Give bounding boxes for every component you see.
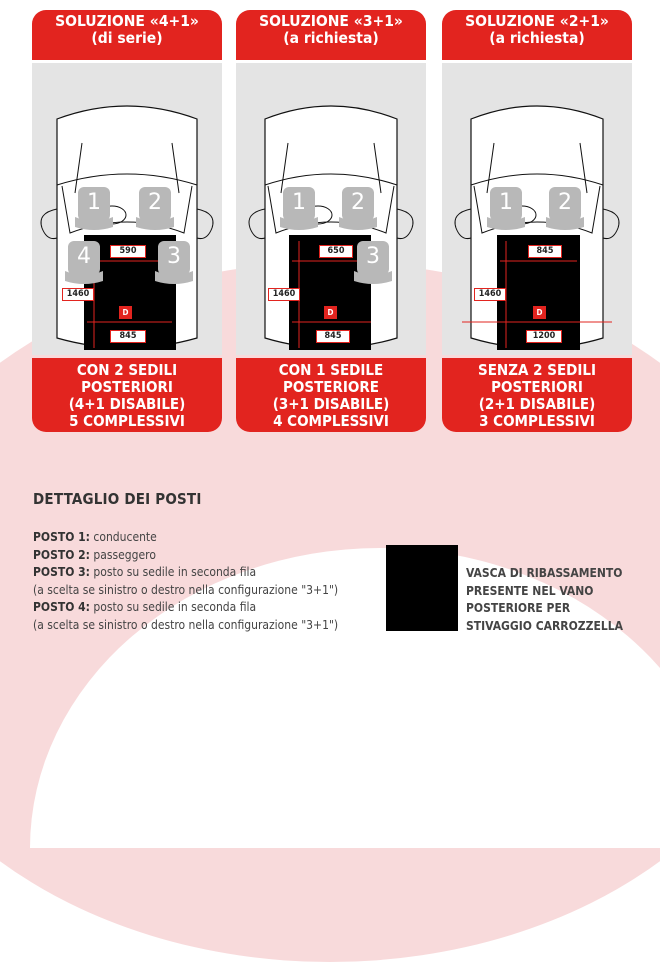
detail-key: POSTO 4:: [33, 600, 90, 614]
card-header: [236, 10, 426, 60]
disabled-badge: D: [119, 306, 132, 319]
detail-value: passeggero: [90, 547, 156, 562]
dimension-bottom-width: 1200: [526, 330, 562, 343]
footer-line: (2+1 DISABILE): [478, 395, 596, 413]
dimension-length: 1460: [62, 288, 94, 301]
detail-key: POSTO 2:: [33, 547, 90, 562]
dimension-bottom-width: 845: [316, 330, 350, 343]
footer-line: POSTERIORE: [283, 378, 379, 396]
card-title: SOLUZIONE «4+1»: [55, 12, 199, 30]
dimension-top-width: 845: [528, 245, 562, 258]
seat-3: 3: [354, 241, 392, 285]
footer-line: SENZA 2 SEDILI: [477, 361, 597, 379]
solution-card-3plus1: [236, 10, 426, 432]
detail-value: posto su sedile in seconda fila: [90, 565, 257, 579]
dimension-length: 1460: [474, 288, 506, 301]
seat-1: 1: [75, 187, 113, 231]
vehicle-layout: [236, 63, 426, 355]
dimension-top-width: 590: [110, 245, 146, 258]
legend-line: PRESENTE NEL VANO: [466, 583, 594, 598]
detail-row: [33, 529, 338, 547]
seat-3: 3: [155, 241, 193, 285]
detail-value: (a scelta se sinistro o destro nella configurazione "3+1"): [33, 617, 339, 632]
legend-swatch-black: [386, 545, 458, 631]
footer-line: CON 2 SEDILI: [76, 361, 178, 379]
legend-line: STIVAGGIO CARROZZELLA: [466, 618, 623, 633]
detail-row: [33, 564, 338, 582]
footer-line: 4 COMPLESSIVI: [273, 412, 389, 430]
footer-line: POSTERIORI: [491, 378, 583, 396]
card-footer: [236, 358, 426, 432]
card-subtitle: (a richiesta): [489, 29, 585, 47]
footer-line: 3 COMPLESSIVI: [479, 412, 595, 430]
seat-2: 2: [136, 187, 174, 231]
footer-line: POSTERIORI: [81, 378, 173, 396]
card-footer: [32, 358, 222, 432]
vehicle-layout: [442, 63, 632, 355]
card-footer: [442, 358, 632, 432]
detail-row: [33, 599, 338, 617]
footer-line: (3+1 DISABILE): [272, 395, 390, 413]
dimension-bottom-width: 845: [110, 330, 146, 343]
legend-line: POSTERIORE PER: [466, 601, 571, 615]
detail-value: conducente: [90, 530, 157, 544]
seat-1: 1: [280, 187, 318, 231]
disabled-badge: D: [533, 306, 546, 319]
detail-key: POSTO 1:: [33, 530, 90, 544]
legend-text: [466, 565, 623, 635]
vehicle-layout: [32, 63, 222, 355]
detail-row: [33, 547, 338, 565]
seat-details-list: [33, 529, 338, 634]
seat-2: 2: [546, 187, 584, 231]
seat-4: 4: [65, 241, 103, 285]
card-subtitle: (di serie): [91, 29, 163, 47]
dimension-length: 1460: [268, 288, 300, 301]
legend-line: VASCA DI RIBASSAMENTO: [466, 566, 623, 580]
footer-line: (4+1 DISABILE): [68, 395, 186, 413]
detail-row: [33, 617, 338, 635]
details-title: DETTAGLIO DEI POSTI: [33, 490, 202, 508]
footer-line: CON 1 SEDILE: [278, 361, 384, 379]
footer-line: 5 COMPLESSIVI: [69, 412, 185, 430]
card-header: [32, 10, 222, 60]
dimension-top-width: 650: [319, 245, 353, 258]
detail-value: posto su sedile in seconda fila: [90, 600, 257, 614]
card-title: SOLUZIONE «3+1»: [259, 12, 403, 30]
seat-1: 1: [487, 187, 525, 231]
detail-value: (a scelta se sinistro o destro nella configurazione "3+1"): [33, 582, 339, 597]
card-header: [442, 10, 632, 60]
disabled-badge: D: [324, 306, 337, 319]
seat-2: 2: [339, 187, 377, 231]
detail-row: [33, 582, 338, 600]
detail-key: POSTO 3:: [33, 565, 90, 579]
solution-card-4plus1: [32, 10, 222, 432]
card-subtitle: (a richiesta): [283, 29, 379, 47]
solution-card-2plus1: [442, 10, 632, 432]
card-title: SOLUZIONE «2+1»: [465, 12, 609, 30]
